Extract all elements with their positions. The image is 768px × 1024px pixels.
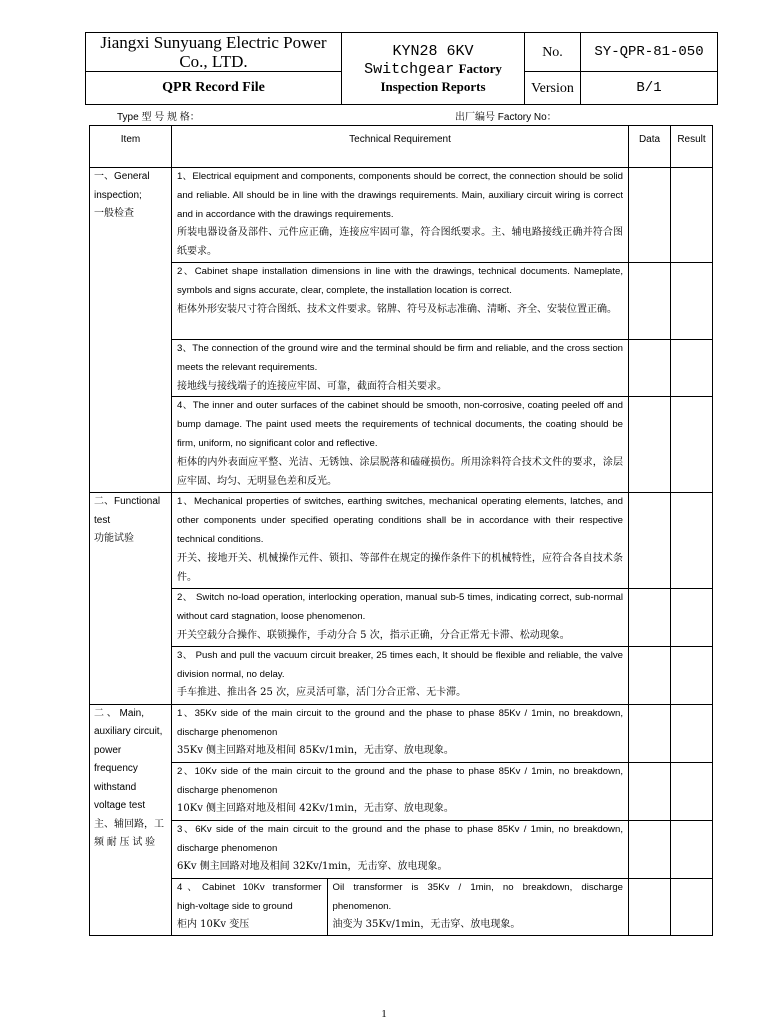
table-row xyxy=(90,340,713,397)
title-line-3: Inspection Reports xyxy=(380,78,486,94)
requirement-chinese: 柜体外形安装尺寸符合图纸、技术文件要求。铭牌、符号及标志准确、清晰、齐全、安装位置正确。 xyxy=(177,303,617,315)
table-row xyxy=(90,493,713,589)
data-cell[interactable] xyxy=(629,762,671,820)
title-line-1: KYN28 6KV xyxy=(392,42,474,60)
data-cell[interactable] xyxy=(629,646,671,704)
requirement-cell xyxy=(172,493,629,589)
requirement-cell xyxy=(172,168,629,263)
result-cell[interactable] xyxy=(671,762,713,820)
title-line-2a: Switchgear xyxy=(364,60,455,78)
inspection-table xyxy=(89,125,713,936)
title-line-2b: Factory xyxy=(458,60,502,76)
result-cell[interactable] xyxy=(671,589,713,646)
table-row xyxy=(90,168,713,263)
column-header-requirement: Technical Requirement xyxy=(172,126,629,168)
result-cell[interactable] xyxy=(671,340,713,397)
table-row xyxy=(90,646,713,704)
data-cell[interactable] xyxy=(629,340,671,397)
requirement-english: 1、Electrical equipment and components, components should be correct, the connection should be solid and reliable. All should be in line with the drawings requirements. Main, auxiliary circuit wiring is correct and in accordance with the drawings requirements. xyxy=(177,171,623,220)
requirement-chinese: 10Kv 侧主回路对地及相间 42Kv/1min，无击穿、放电现象。 xyxy=(177,803,454,815)
requirement-cell xyxy=(172,589,629,646)
requirement-chinese: 开关空载分合操作、联锁操作，手动分合 5 次，指示正确，分合正常无卡滞、松动现象。 xyxy=(177,629,570,641)
table-row xyxy=(90,263,713,340)
data-cell[interactable] xyxy=(629,168,671,263)
data-cell[interactable] xyxy=(629,878,671,935)
requirement-chinese: 接地线与接线端子的连接应牢固、可靠，截面符合相关要求。 xyxy=(177,380,447,392)
requirement-cell xyxy=(172,762,629,820)
requirement-english: 3、6Kv side of the main circuit to the ground and the phase to phase 85Kv / 1min, no breakdown, discharge phenomenon xyxy=(177,823,623,854)
requirement-english: 1、35Kv side of the main circuit to the ground and the phase to phase 85Kv / 1min, no breakdown, discharge phenomenon xyxy=(177,707,623,738)
requirement-cell xyxy=(172,820,629,878)
result-cell[interactable] xyxy=(671,820,713,878)
requirement-chinese: 柜体的内外表面应平整、光洁、无锈蚀、涂层脱落和磕碰损伤。所用涂料符合技术文件的要求，涂层应牢固、均匀、无明显色差和反光。 xyxy=(177,456,623,487)
column-header-data: Data xyxy=(629,126,671,168)
table-row xyxy=(90,704,713,762)
split-right-chinese: 油变为 35Kv/1min，无击穿、放电现象。 xyxy=(332,919,521,931)
requirement-english: 3、The connection of the ground wire and the terminal should be firm and reliable, and the cross section meets the relevant requirements. xyxy=(177,343,623,373)
split-left-english: 4、Cabinet 10Kv transformer high-voltage side to ground xyxy=(177,881,322,912)
result-cell[interactable] xyxy=(671,397,713,493)
result-cell[interactable] xyxy=(671,263,713,340)
data-cell[interactable] xyxy=(629,589,671,646)
requirement-chinese: 6Kv 侧主回路对地及相间 32Kv/1min，无击穿、放电现象。 xyxy=(177,861,448,873)
requirement-chinese: 所装电器设备及部件、元件应正确，连接应牢固可靠，符合图纸要求。主、辅电路接线正确并符合图纸要求。 xyxy=(177,227,623,258)
result-cell[interactable] xyxy=(671,646,713,704)
requirement-cell xyxy=(172,397,629,493)
document-title xyxy=(342,33,525,105)
result-cell[interactable] xyxy=(671,168,713,263)
category-cell: 二 、 Main, auxiliary circuit, power frequency withstand voltage test 主、辅回路，工 频 耐 压 试 验 xyxy=(90,704,172,935)
requirement-chinese: 开关、接地开关、机械操作元件、锁扣、等部件在规定的操作条件下的机械特性，应符合各自技术条件。 xyxy=(177,552,623,583)
factory-number-label: 出厂编号 Factory No： xyxy=(455,112,557,123)
requirement-chinese: 35Kv 侧主回路对地及相间 85Kv/1min，无击穿、放电现象。 xyxy=(177,745,454,757)
split-left-chinese: 柜内 10Kv 变压 xyxy=(177,919,250,931)
requirement-english: 2、10Kv side of the main circuit to the ground and the phase to phase 85Kv / 1min, no breakdown, discharge phenomenon xyxy=(177,765,623,796)
result-cell[interactable] xyxy=(671,493,713,589)
requirement-english: 2、Cabinet shape installation dimensions in line with the drawings, technical documents. Nameplate, symbols and signs accurate, clear, complete, the installation location is correct. xyxy=(177,266,623,296)
requirement-cell xyxy=(172,646,629,704)
result-cell[interactable] xyxy=(671,878,713,935)
category-cell: 二、Functional test 功能试验 xyxy=(90,493,172,704)
version-value: B/1 xyxy=(581,72,718,105)
requirement-cell xyxy=(172,704,629,762)
requirement-english: 3、 Push and pull the vacuum circuit breaker, 25 times each, It should be flexible and reliable, the valve division normal, no delay. xyxy=(177,649,623,680)
table-header-row xyxy=(90,126,713,168)
number-value: SY-QPR-81-050 xyxy=(581,33,718,72)
table-row xyxy=(90,878,713,935)
column-header-item: Item xyxy=(90,126,172,168)
table-row xyxy=(90,589,713,646)
data-cell[interactable] xyxy=(629,263,671,340)
category-cell: 一、General inspection; 一般检查 xyxy=(90,168,172,493)
table-row xyxy=(90,397,713,493)
split-right xyxy=(327,879,628,935)
table-row xyxy=(90,820,713,878)
requirement-cell xyxy=(172,340,629,397)
record-file-label: QPR Record File xyxy=(86,72,342,105)
inspection-table-body xyxy=(90,168,713,936)
requirement-cell xyxy=(172,263,629,340)
company-name: Jiangxi Sunyuang Electric Power Co., LTD. xyxy=(86,33,342,72)
requirement-english: 1、Mechanical properties of switches, earthing switches, mechanical operating elements, latches, and other components under specified operating conditions shall be in accordance with their respective technical conditions. xyxy=(177,496,623,545)
number-label: No. xyxy=(525,33,581,72)
split-right-english: Oil transformer is 35Kv / 1min, no breakdown, discharge phenomenon. xyxy=(332,881,623,912)
data-cell[interactable] xyxy=(629,397,671,493)
requirement-chinese: 手车推进、推出各 25 次，应灵活可靠，活门分合正常、无卡滞。 xyxy=(177,687,467,699)
version-label: Version xyxy=(525,72,581,105)
split-left xyxy=(172,879,327,935)
column-header-result: Result xyxy=(671,126,713,168)
data-cell[interactable] xyxy=(629,704,671,762)
page-number: 1 xyxy=(381,1008,387,1020)
table-row xyxy=(90,762,713,820)
requirement-split-cell xyxy=(172,878,629,935)
type-spec-label: Type 型 号 规 格： xyxy=(117,112,200,123)
result-cell[interactable] xyxy=(671,704,713,762)
requirement-english: 4、The inner and outer surfaces of the cabinet should be smooth, non-corrosive, coating peeled off and bump damage. The paint used meets the requirements of technical documents, the coating should be firm, uniform, no significant color and reflective. xyxy=(177,400,623,449)
data-cell[interactable] xyxy=(629,493,671,589)
split-requirement-table xyxy=(172,879,628,935)
requirement-english: 2、 Switch no-load operation, interlocking operation, manual sub-5 times, indicating correct, sub-normal without card stagnation, loose phenomenon. xyxy=(177,592,623,623)
data-cell[interactable] xyxy=(629,820,671,878)
document-header xyxy=(85,32,718,105)
